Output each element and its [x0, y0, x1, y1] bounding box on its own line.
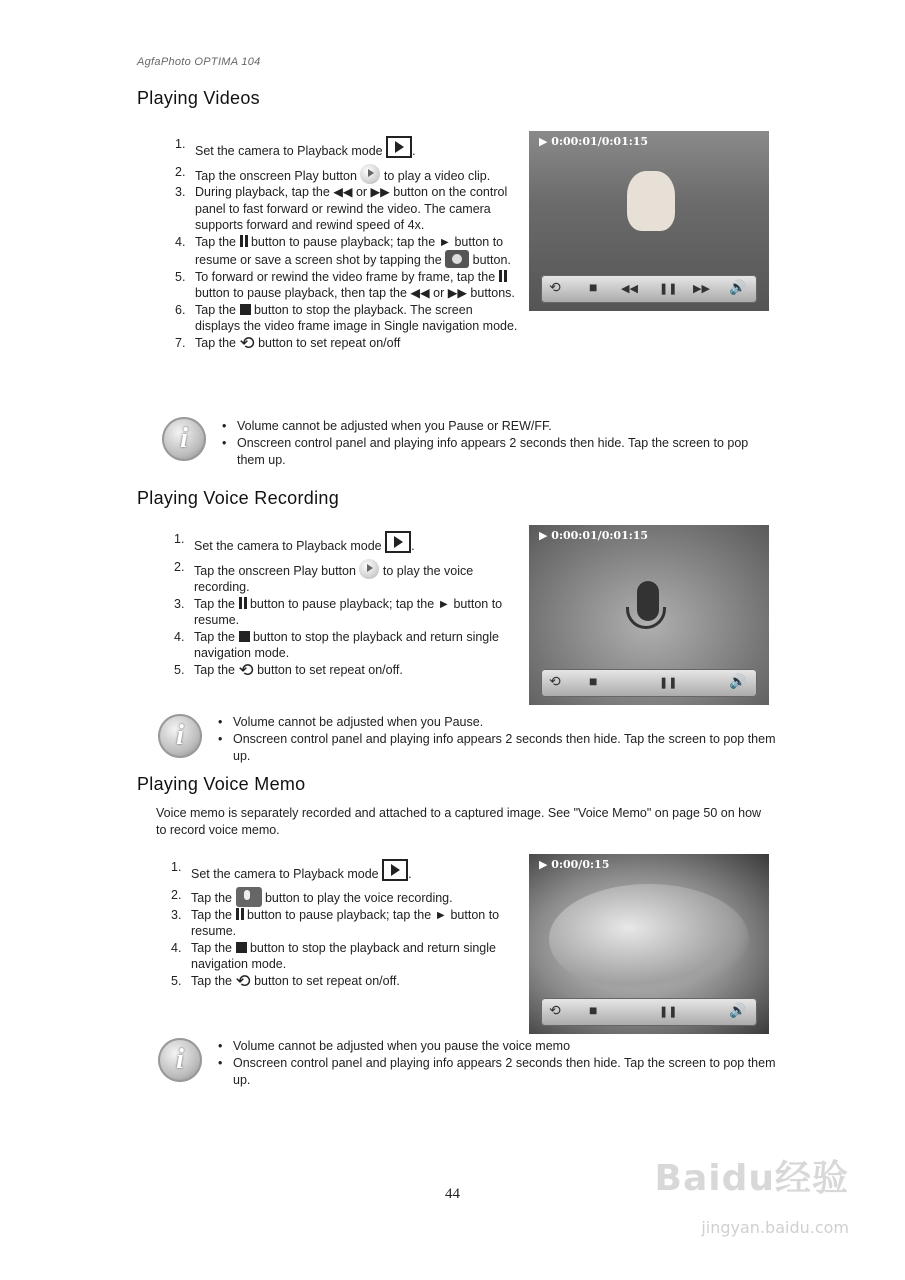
steps-videos [175, 136, 520, 351]
repeat-icon: ⟲ [238, 659, 254, 680]
pause-icon [499, 270, 507, 282]
step: 3. Tap the button to pause playback; tap the ► button to resume. [174, 596, 503, 627]
rewind-icon: ◀◀ [621, 283, 638, 295]
camera-icon [445, 250, 469, 268]
fast-forward-icon: ▶▶ [693, 283, 710, 295]
note: • Onscreen control panel and playing info appears 2 seconds then hide. Tap the screen to pop them up. [216, 1055, 776, 1089]
voice-recording-screenshot [529, 525, 769, 705]
play-button-icon [360, 164, 380, 184]
video-screenshot [529, 131, 769, 311]
step: 4. Tap the button to stop the playback and return single navigation mode. [174, 629, 499, 660]
note: • Volume cannot be adjusted when you Pause. [216, 714, 776, 731]
watermark-url: jingyan.baidu.com [701, 1218, 849, 1237]
playback-time: ▶ 0:00:01/0:01:15 [539, 135, 649, 148]
stop-icon [240, 304, 251, 315]
playback-time: ▶ 0:00:01/0:01:15 [539, 529, 649, 542]
step: 5. To forward or rewind the video frame by frame, tap the button to pause playback, then tap the ◀◀ or ▶▶ buttons. [175, 269, 515, 300]
step: 5. Tap the ⟲ button to set repeat on/off. [174, 659, 403, 680]
notes-voice-memo [216, 1038, 776, 1089]
playback-mode-icon [386, 136, 412, 158]
step: 2. Tap the onscreen Play button to play the voice recording. [174, 559, 474, 594]
info-icon: i [158, 1038, 202, 1082]
pause-icon: ❚❚ [659, 1006, 678, 1018]
repeat-icon: ⟲ [239, 332, 255, 353]
stop-icon: ■ [589, 1002, 598, 1018]
voice-memo-icon [236, 887, 262, 907]
memo-control-panel [541, 998, 757, 1026]
playback-mode-icon [385, 531, 411, 553]
step: 5. Tap the ⟲ button to set repeat on/off. [171, 970, 400, 991]
repeat-icon: ⟲ [549, 279, 561, 295]
stop-icon: ■ [589, 279, 598, 295]
stop-icon [239, 631, 250, 642]
step: 1. Set the camera to Playback mode . [171, 860, 412, 881]
pause-icon: ❚❚ [659, 283, 678, 295]
step: 6. Tap the button to stop the playback. The screen displays the video frame image in Single navigation mode. [175, 302, 518, 333]
notes-videos [220, 418, 775, 469]
note: • Onscreen control panel and playing info appears 2 seconds then hide. Tap the screen to pop them up. [216, 731, 776, 765]
step: 3. During playback, tap the ◀◀ or ▶▶ button on the control panel to fast forward or rewind the video. The camera supports forward and rewind speed of 4x. [175, 185, 508, 232]
note: • Volume cannot be adjusted when you Pause or REW/FF. [220, 418, 775, 435]
repeat-icon: ⟲ [235, 970, 251, 991]
section-title-voice-memo: Playing Voice Memo [137, 774, 306, 794]
cat-image [549, 884, 749, 994]
step: 1. Set the camera to Playback mode . [174, 532, 415, 553]
stop-icon [236, 942, 247, 953]
step: 1. Set the camera to Playback mode . [175, 137, 416, 158]
playback-time: ▶ 0:00/0:15 [539, 858, 610, 871]
running-header: AgfaPhoto OPTIMA 104 [137, 56, 261, 68]
step: 2. Tap the onscreen Play button to play a video clip. [175, 164, 491, 183]
voice-control-panel [541, 669, 757, 697]
pause-icon [240, 235, 248, 247]
play-button-icon [359, 559, 379, 579]
voice-memo-screenshot [529, 854, 769, 1034]
playback-mode-icon [382, 859, 408, 881]
steps-voice-recording [174, 531, 519, 678]
dog-image [627, 171, 675, 231]
step: 3. Tap the button to pause playback; tap the ► button to resume. [171, 907, 500, 938]
section-title-videos: Playing Videos [137, 88, 260, 108]
repeat-icon: ⟲ [549, 1002, 561, 1018]
step: 4. Tap the button to stop the playback and return single navigation mode. [171, 940, 496, 971]
volume-icon: 🔊 [729, 1002, 747, 1018]
section-title-voice-recording: Playing Voice Recording [137, 488, 340, 508]
repeat-icon: ⟲ [549, 673, 561, 689]
pause-icon: ❚❚ [659, 677, 678, 689]
step: 7. Tap the ⟲ button to set repeat on/off [175, 332, 401, 353]
microphone-stand [626, 607, 666, 629]
step: 4. Tap the button to pause playback; tap the ► button to resume or save a screen shot by tapping the button. [175, 234, 511, 267]
watermark-logo: Baidu经验 [654, 1158, 849, 1199]
note: • Volume cannot be adjusted when you pause the voice memo [216, 1038, 776, 1055]
page-number: 44 [445, 1186, 460, 1202]
notes-voice-recording [216, 714, 776, 765]
volume-icon: 🔊 [729, 673, 747, 689]
info-icon: i [158, 714, 202, 758]
note: • Onscreen control panel and playing info appears 2 seconds then hide. Tap the screen to pop them up. [220, 435, 775, 469]
voice-memo-intro: Voice memo is separately recorded and attached to a captured image. See "Voice Memo" on page 50 on how to record voice memo. [156, 806, 762, 837]
video-control-panel [541, 275, 757, 303]
steps-voice-memo [171, 859, 516, 989]
info-icon: i [162, 417, 206, 461]
pause-icon [239, 597, 247, 609]
stop-icon: ■ [589, 673, 598, 689]
volume-icon: 🔊 [729, 279, 747, 295]
pause-icon [236, 908, 244, 920]
step: 2. Tap the button to play the voice recording. [171, 887, 453, 905]
